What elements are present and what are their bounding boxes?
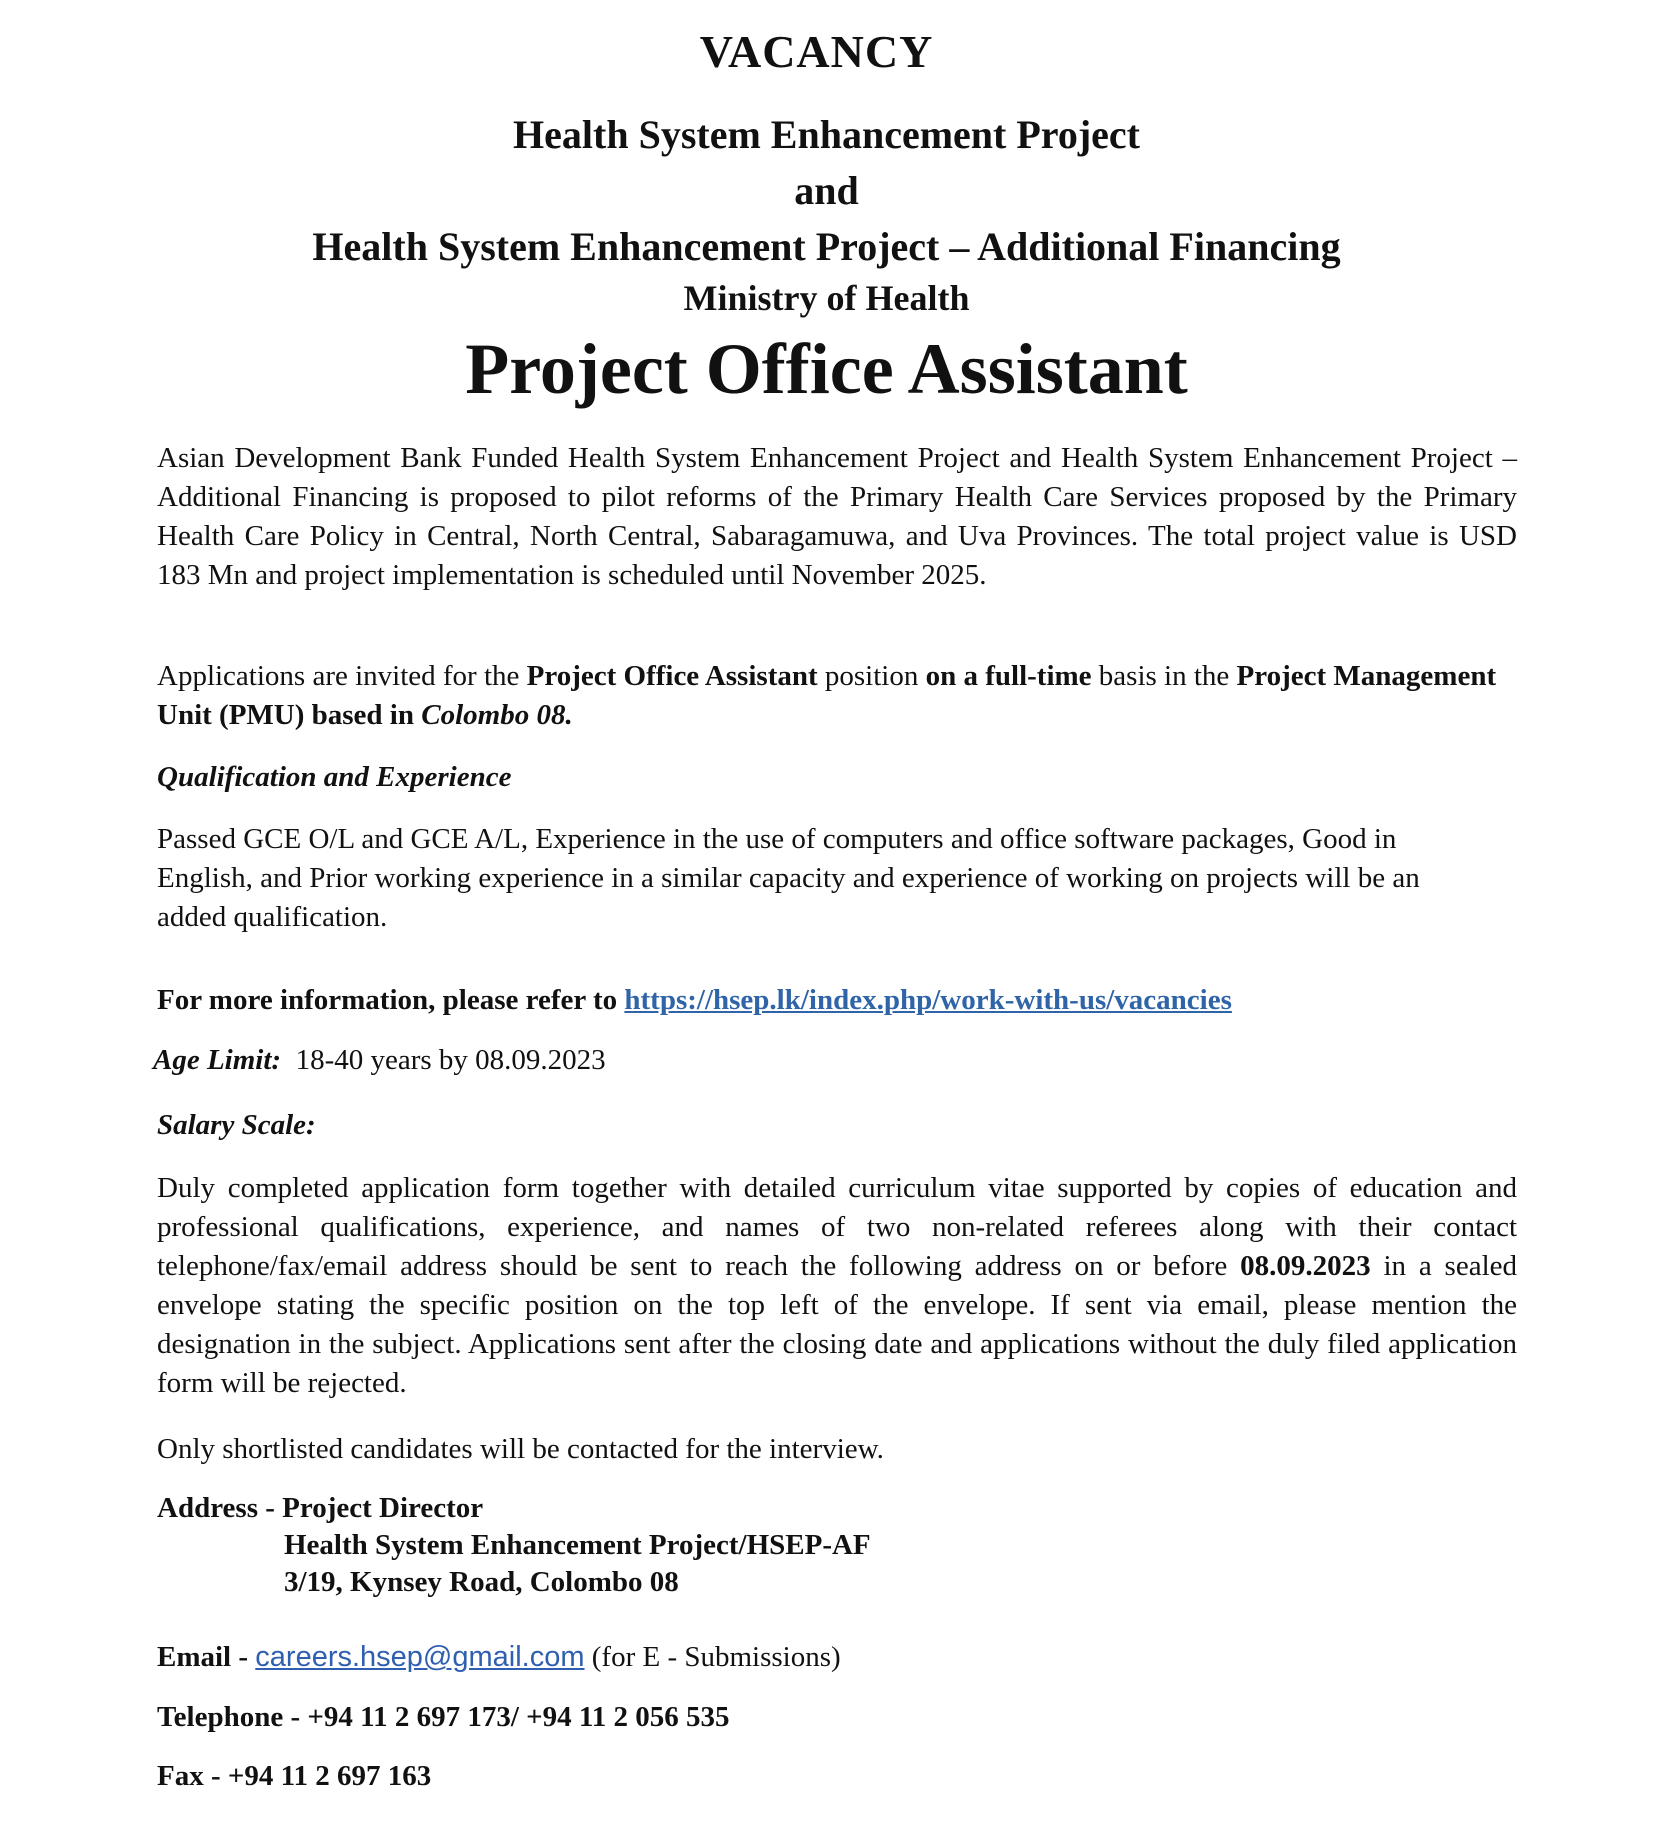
intro-paragraph: Asian Development Bank Funded Health System Enhancement Project and Health System Enhancement Project – Additional Financing is proposed to pilot reforms of the Primary Health Care Services proposed by the Primary Health Care Policy in Central, North Central, Sabaragamuwa, and Uva Provinces. The total project value is USD 183 Mn and project implementation is scheduled until November 2025.	[157, 442, 1517, 591]
project-name-heading: Health System Enhancement Project	[513, 112, 1140, 157]
age-limit-label: Age Limit:	[153, 1044, 282, 1076]
applications-unit: Project Management Unit (PMU) based in	[157, 660, 1497, 731]
address-line-2: Health System Enhancement Project/HSEP-AF	[284, 1529, 871, 1561]
age-limit-value: 18-40 years by 08.09.2023	[295, 1044, 606, 1076]
applications-basis: on a full-time	[925, 660, 1092, 692]
age-limit-line	[153, 1041, 1513, 1080]
submission-text-2: in a sealed envelope stating the specific position on the top left of the envelope. If sent via email, please mention the designation in the subject. Applications sent after the closing date and applications without the duly filed application form will be rejected.	[157, 1250, 1518, 1399]
closing-date: 08.09.2023	[1240, 1250, 1371, 1282]
email-note: (for E - Submissions)	[584, 1641, 841, 1673]
vacancies-link[interactable]: https://hsep.lk/index.php/work-with-us/vacancies	[624, 984, 1232, 1016]
and-heading: and	[794, 168, 859, 213]
ministry-heading: Ministry of Health	[683, 278, 970, 318]
email-line	[157, 1638, 1517, 1677]
applications-paragraph	[157, 657, 1517, 735]
applications-position: Project Office Assistant	[526, 660, 818, 692]
shortlist-note: Only shortlisted candidates will be contacted for the interview.	[157, 1433, 884, 1465]
address-label: Address - Project Director	[157, 1492, 484, 1524]
applications-text-2: position	[817, 660, 926, 692]
telephone-line: Telephone - +94 11 2 697 173/ +94 11 2 056 535	[157, 1701, 730, 1733]
email-label: Email -	[157, 1641, 256, 1673]
qualification-paragraph: Passed GCE O/L and GCE A/L, Experience in the use of computers and office software packages, Good in English, and Prior working experience in a similar capacity and experience of working on projects will be an added qualification.	[157, 823, 1420, 933]
position-title: Project Office Assistant	[465, 329, 1188, 409]
applications-text-1: Applications are invited for the	[157, 660, 527, 692]
applications-text-3: basis in the	[1091, 660, 1237, 692]
email-link[interactable]: careers.hsep@gmail.com	[255, 1641, 585, 1673]
vacancy-heading: VACANCY	[699, 26, 934, 77]
address-line-3: 3/19, Kynsey Road, Colombo 08	[284, 1566, 679, 1598]
applications-location: Colombo 08.	[421, 699, 573, 731]
fax-line: Fax - +94 11 2 697 163	[157, 1760, 432, 1792]
more-info-label: For more information, please refer to	[157, 984, 625, 1016]
project-af-heading: Health System Enhancement Project – Additional Financing	[312, 224, 1341, 269]
submission-text-1: Duly completed application form together with detailed curriculum vitae supported by copies of education and professional qualifications, experience, and names of two non-related referees along with their contact telephone/fax/email address should be sent to reach the following address on or before	[157, 1172, 1517, 1282]
submission-paragraph	[157, 1169, 1517, 1403]
salary-scale-label: Salary Scale:	[157, 1109, 316, 1141]
qualification-heading: Qualification and Experience	[157, 761, 512, 793]
more-info-line	[157, 981, 1517, 1020]
